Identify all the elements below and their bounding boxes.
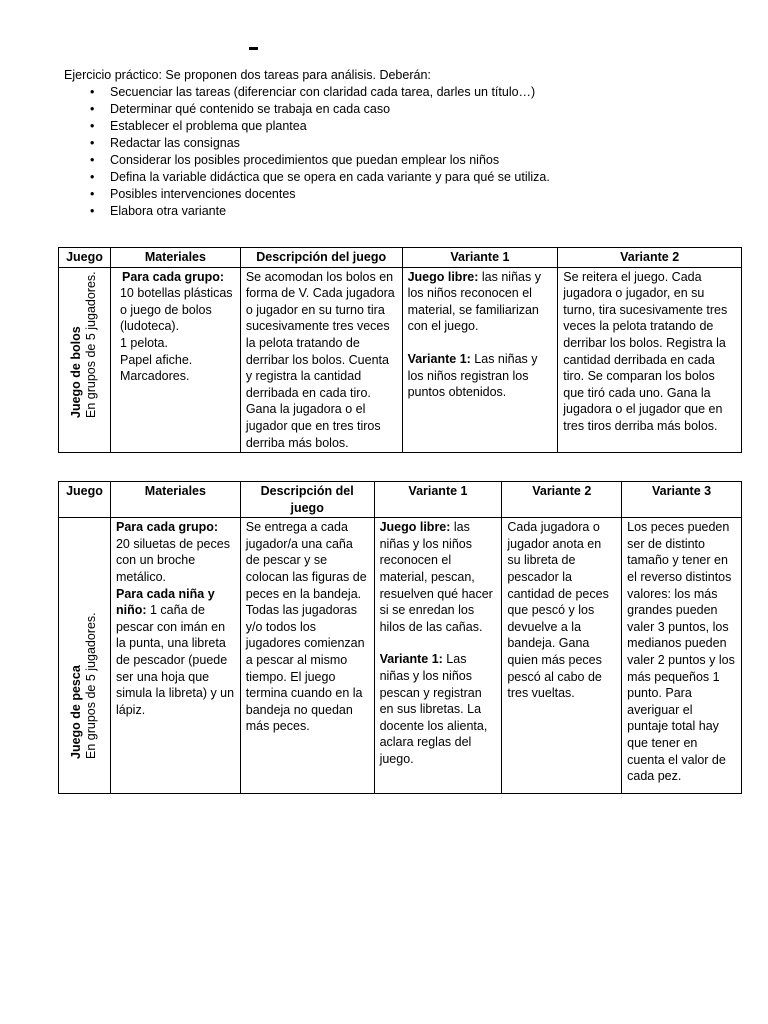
game-label-cell: [59, 267, 111, 453]
bullet-icon: •: [90, 153, 95, 167]
bullet-icon: •: [90, 170, 95, 184]
description-text: Se acomodan los bolos en forma de V. Cada jugadora o jugador en su turno tira sucesivamente tres veces la pelota tratando de derribar los bolos. Cuenta y registra la cantidad derribada en cada tiro. Gana la jugadora o el jugador que en tres tiros derriba más bolos.: [245, 269, 395, 450]
list-item: • Posibles intervenciones docentes: [90, 187, 296, 201]
game-group: En grupos de 5 jugadores.: [84, 612, 99, 760]
variant-2-text: Cada jugadora o jugador anota en su libreta de pescador la cantidad de peces que pescó y los devuelve a la bandeja. Gana quien más peces pescó al cabo de tres vueltas.: [507, 520, 609, 701]
bullet-icon: •: [90, 187, 95, 201]
materials-cell: [110, 267, 240, 453]
bullet-icon: •: [90, 85, 95, 99]
title-dash: [249, 47, 258, 50]
game-name: Juego de bolos: [69, 326, 84, 419]
exercise-intro: [64, 67, 550, 220]
list-item: • Elabora otra variante: [90, 204, 227, 218]
header-materiales: Materiales: [110, 482, 240, 518]
list-item: • Secuenciar las tareas (diferenciar con claridad cada tarea, darles un título…): [90, 85, 536, 99]
table-row: [59, 267, 742, 453]
variant-1-cell: [402, 267, 558, 453]
header-variante-2: Variante 2: [558, 248, 742, 268]
game-group: En grupos de 5 jugadores.: [84, 271, 99, 419]
header-variante-1: Variante 1: [374, 482, 502, 518]
game-label: [69, 613, 99, 760]
list-item: • Determinar qué contenido se trabaja en cada caso: [90, 102, 391, 116]
table-row: [59, 518, 742, 794]
header-juego: Juego: [59, 248, 111, 268]
header-descripcion: Descripción del juego: [240, 482, 374, 518]
header-materiales: Materiales: [110, 248, 240, 268]
list-item: • Redactar las consignas: [90, 136, 240, 150]
variant-2-cell: [502, 518, 622, 794]
game-name: Juego de pesca: [69, 665, 84, 760]
variant-1-label: Variante 1:: [379, 652, 443, 667]
bullet-icon: •: [90, 204, 95, 218]
header-juego: Juego: [59, 482, 111, 518]
materials-item: 1 pelota.: [119, 335, 168, 350]
materials-text: 1 caña de pescar con imán en la punta, una libreta de pescador (puede ser una hoja que simula la libreta) y un lápiz.: [115, 603, 235, 717]
description-text: Se entrega a cada jugador/a una caña de pescar y se colocan las figuras de peces en la bandeja. Todas las jugadoras y/o todos los jugadores comienzan a pescar al mismo tiempo. El juego termina cuando en la bandeja no quedan más peces.: [245, 520, 367, 734]
description-cell: [240, 267, 402, 453]
game-label: [69, 271, 99, 418]
variant-3-text: Los peces pueden ser de distinto tamaño y tener en el reverso distintos valores: los más grandes pueden valer 3 puntos, los medianos pueden valer 2 puntos y los más pequeños 1 punto. Para averiguar el puntaje total hay que tener en cuenta el valor de cada pez.: [627, 520, 735, 784]
header-variante-3: Variante 3: [622, 482, 742, 518]
header-variante-1: Variante 1: [402, 248, 558, 268]
header-descripcion: Descripción del juego: [240, 248, 402, 268]
materials-text: 20 siluetas de peces con un broche metálico.: [115, 536, 230, 584]
variant-2-cell: [558, 267, 742, 453]
materials-item: Marcadores.: [119, 369, 190, 384]
variant-2-text: Se reitera el juego. Cada jugadora o jugador, en su turno, tira sucesivamente tres veces la pelota tratando de derribar los bolos. Registra la cantidad derribada en cada tiro. Se comparan los bolos que tiró cada uno. Gana la jugadora o el jugador que en tres tiros derriba más bolos.: [563, 269, 728, 433]
free-play-text: las niñas y los niños reconocen el material, se familiarizan con el juego.: [407, 269, 541, 334]
bullet-icon: •: [90, 102, 95, 116]
bullet-icon: •: [90, 136, 95, 150]
header-variante-2: Variante 2: [502, 482, 622, 518]
free-play-label: Juego libre:: [407, 269, 479, 284]
variant-1-text: Las niñas y los niños registran los puntos obtenidos.: [407, 351, 538, 400]
fishing-game-table: [58, 481, 742, 794]
table-header-row: [59, 482, 742, 518]
materials-item: 10 botellas plásticas o juego de bolos (ludoteca).: [119, 286, 233, 334]
list-item: • Establecer el problema que plantea: [90, 119, 307, 133]
materials-title: Para cada grupo:: [121, 269, 225, 284]
task-list: [64, 84, 550, 220]
variant-3-cell: [622, 518, 742, 794]
materials-item: Papel afiche.: [119, 352, 193, 367]
table-header-row: [59, 248, 742, 268]
description-cell: [240, 518, 374, 794]
list-item: • Considerar los posibles procedimientos que puedan emplear los niños: [90, 153, 500, 167]
bullet-icon: •: [90, 119, 95, 133]
bowling-game-table: [58, 247, 742, 453]
materials-cell: [110, 518, 240, 794]
variant-1-label: Variante 1:: [407, 351, 471, 366]
list-item: • Defina la variable didáctica que se opera en cada variante y para qué se utiliza.: [90, 170, 550, 184]
game-label-cell: [59, 518, 111, 794]
free-play-text: las niñas y los niños reconocen el material, pescan, resuelven qué hacer si se enredan los hilos de las cañas.: [379, 520, 493, 634]
variant-1-cell: [374, 518, 502, 794]
free-play-label: Juego libre:: [379, 520, 451, 535]
materials-title: Para cada grupo:: [115, 520, 219, 535]
variant-1-text: Las niñas y los niños pescan y registran en sus libretas. La docente los alienta, aclara reglas del juego.: [379, 652, 488, 766]
intro-lead: Ejercicio práctico: Se proponen dos tareas para análisis. Deberán:: [64, 68, 431, 82]
materials-title: Para cada niña y niño:: [115, 586, 215, 618]
